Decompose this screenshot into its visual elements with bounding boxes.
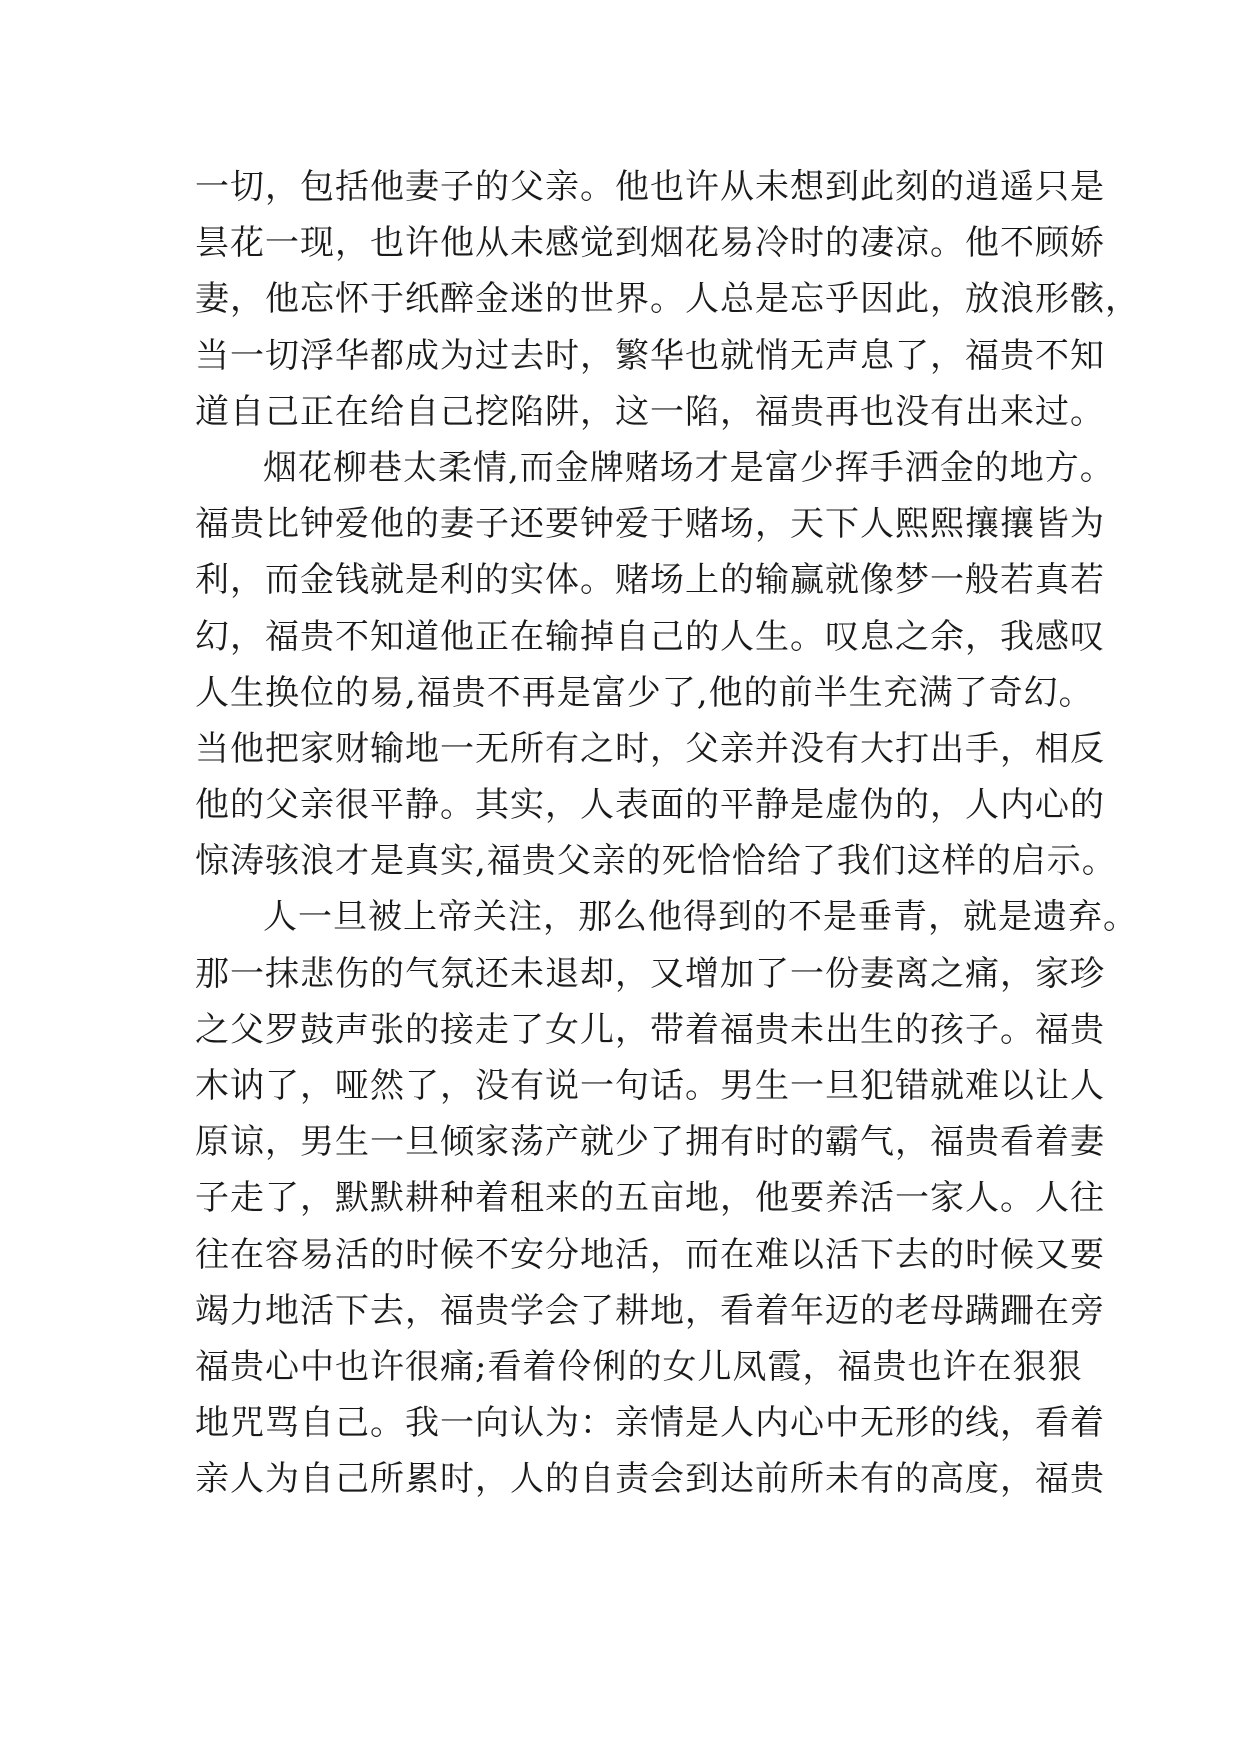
text-line: 人生换位的易,福贵不再是富少了,他的前半生充满了奇幻。 [195,672,1094,713]
text-line: 福贵心中也许很痛;看着伶俐的女儿凤霞，福贵也许在狠狠 [195,1346,1083,1387]
text-line: 子走了，默默耕种着租来的五亩地，他要养活一家人。人往 [195,1178,1105,1219]
text-line: 惊涛骇浪才是真实,福贵父亲的死恰恰给了我们这样的启示。 [195,841,1117,882]
body-text [195,159,1140,1508]
text-line: 之父罗鼓声张的接走了女儿，带着福贵未出生的孩子。福贵 [195,1009,1105,1050]
text-line: 当一切浮华都成为过去时，繁华也就悄无声息了，福贵不知 [195,335,1105,376]
text-line: 福贵比钟爱他的妻子还要钟爱于赌场，天下人熙熙攘攘皆为 [195,504,1105,545]
text-line: 原谅，男生一旦倾家荡产就少了拥有时的霸气，福贵看着妻 [195,1122,1105,1163]
text-line: 他的父亲很平静。其实，人表面的平静是虚伪的，人内心的 [195,785,1105,826]
text-line: 昙花一现，也许他从未感觉到烟花易冷时的凄凉。他不顾娇 [195,223,1105,264]
text-line: 道自己正在给自己挖陷阱，这一陷，福贵再也没有出来过。 [195,391,1105,432]
text-line: 往在容易活的时候不安分地活，而在难以活下去的时候又要 [195,1234,1105,1275]
text-line: 当他把家财输地一无所有之时，父亲并没有大打出手，相反 [195,728,1105,769]
text-line: 人一旦被上帝关注，那么他得到的不是垂青，就是遗弃。 [263,897,1138,938]
text-line: 妻，他忘怀于纸醉金迷的世界。人总是忘乎因此，放浪形骸， [195,279,1140,320]
text-line: 竭力地活下去，福贵学会了耕地，看着年迈的老母蹒跚在旁 [195,1290,1105,1331]
text-line: 一切，包括他妻子的父亲。他也许从未想到此刻的逍遥只是 [195,167,1105,207]
text-line: 地咒骂自己。我一向认为：亲情是人内心中无形的线，看着 [195,1403,1105,1444]
text-line: 利，而金钱就是利的实体。赌场上的输赢就像梦一般若真若 [195,560,1105,601]
text-line: 烟花柳巷太柔情,而金牌赌场才是富少挥手洒金的地方。 [263,447,1115,488]
text-line: 亲人为自己所累时，人的自责会到达前所未有的高度，福贵 [195,1459,1105,1500]
text-line: 木讷了，哑然了，没有说一句话。男生一旦犯错就难以让人 [195,1066,1105,1106]
text-line: 那一抹悲伤的气氛还未退却，又增加了一份妻离之痛，家珍 [195,953,1105,994]
text-line: 幻，福贵不知道他正在输掉自己的人生。叹息之余，我感叹 [195,616,1105,657]
